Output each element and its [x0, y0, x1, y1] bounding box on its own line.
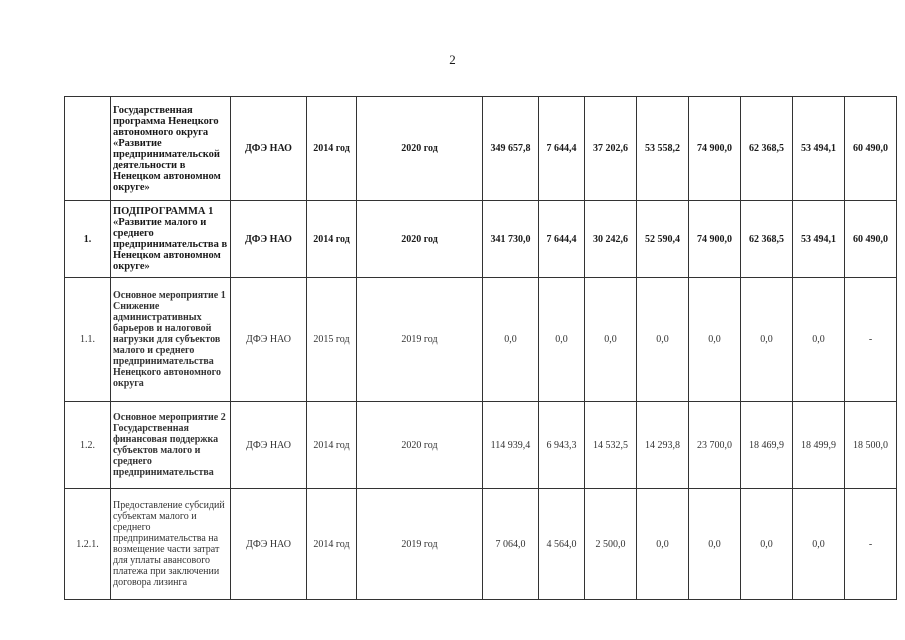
value-year: -: [845, 278, 897, 402]
program-budget-table: [64, 96, 897, 600]
value-year: 60 490,0: [845, 97, 897, 201]
value-year: 0,0: [585, 278, 637, 402]
value-year: 14 532,5: [585, 402, 637, 489]
value-year: 4 564,0: [539, 489, 585, 600]
row-executor: ДФЭ НАО: [231, 201, 307, 278]
row-number: 1.1.: [65, 278, 111, 402]
value-year: 74 900,0: [689, 97, 741, 201]
value-year: 0,0: [689, 489, 741, 600]
value-year: 53 558,2: [637, 97, 689, 201]
value-year: 0,0: [689, 278, 741, 402]
value-year: 0,0: [637, 278, 689, 402]
value-year: 0,0: [793, 489, 845, 600]
value-year: 0,0: [741, 489, 793, 600]
row-executor: ДФЭ НАО: [231, 97, 307, 201]
value-year: 6 943,3: [539, 402, 585, 489]
row-executor: ДФЭ НАО: [231, 402, 307, 489]
table-row: [65, 97, 897, 201]
value-total: 7 064,0: [483, 489, 539, 600]
row-start-year: 2014 год: [307, 489, 357, 600]
row-start-year: 2014 год: [307, 402, 357, 489]
row-start-year: 2014 год: [307, 97, 357, 201]
row-name: Основное мероприятие 2 Государственная финансовая поддержка субъектов малого и среднего предпринимательства: [111, 402, 231, 489]
value-year: 37 202,6: [585, 97, 637, 201]
row-start-year: 2015 год: [307, 278, 357, 402]
value-year: 14 293,8: [637, 402, 689, 489]
table-row: [65, 278, 897, 402]
row-number: 1.2.: [65, 402, 111, 489]
row-end-year: 2019 год: [357, 278, 483, 402]
row-executor: ДФЭ НАО: [231, 489, 307, 600]
value-year: 2 500,0: [585, 489, 637, 600]
value-year: 30 242,6: [585, 201, 637, 278]
value-year: 18 469,9: [741, 402, 793, 489]
value-year: 60 490,0: [845, 201, 897, 278]
row-executor: ДФЭ НАО: [231, 278, 307, 402]
value-total: 0,0: [483, 278, 539, 402]
value-year: 0,0: [637, 489, 689, 600]
value-year: 53 494,1: [793, 201, 845, 278]
value-year: 52 590,4: [637, 201, 689, 278]
row-number: 1.2.1.: [65, 489, 111, 600]
table-row: [65, 201, 897, 278]
row-number: [65, 97, 111, 201]
value-year: 62 368,5: [741, 201, 793, 278]
value-year: 62 368,5: [741, 97, 793, 201]
table-row: [65, 402, 897, 489]
row-end-year: 2020 год: [357, 97, 483, 201]
row-name: Основное мероприятие 1 Снижение административных барьеров и налоговой нагрузки для субъектов малого и среднего предпринимательства Ненецкого автономного округа: [111, 278, 231, 402]
row-end-year: 2020 год: [357, 402, 483, 489]
value-total: 349 657,8: [483, 97, 539, 201]
row-name: Государственная программа Ненецкого автономного округа «Развитие предпринимательской деятельности в Ненецком автономном округе»: [111, 97, 231, 201]
value-year: 7 644,4: [539, 201, 585, 278]
value-year: 18 500,0: [845, 402, 897, 489]
value-year: 7 644,4: [539, 97, 585, 201]
value-total: 114 939,4: [483, 402, 539, 489]
page-number: 2: [449, 52, 456, 67]
value-year: 53 494,1: [793, 97, 845, 201]
value-year: 0,0: [539, 278, 585, 402]
row-end-year: 2019 год: [357, 489, 483, 600]
value-year: 0,0: [793, 278, 845, 402]
value-total: 341 730,0: [483, 201, 539, 278]
row-number: 1.: [65, 201, 111, 278]
value-year: 18 499,9: [793, 402, 845, 489]
value-year: 0,0: [741, 278, 793, 402]
row-name: ПОДПРОГРАММА 1 «Развитие малого и среднего предпринимательства в Ненецком автономном округе»: [111, 201, 231, 278]
table-row: [65, 489, 897, 600]
row-start-year: 2014 год: [307, 201, 357, 278]
row-end-year: 2020 год: [357, 201, 483, 278]
value-year: 23 700,0: [689, 402, 741, 489]
row-name: Предоставление субсидий субъектам малого и среднего предпринимательства на возмещение части затрат для уплаты авансового платежа при заключении договора лизинга: [111, 489, 231, 600]
value-year: 74 900,0: [689, 201, 741, 278]
value-year: -: [845, 489, 897, 600]
